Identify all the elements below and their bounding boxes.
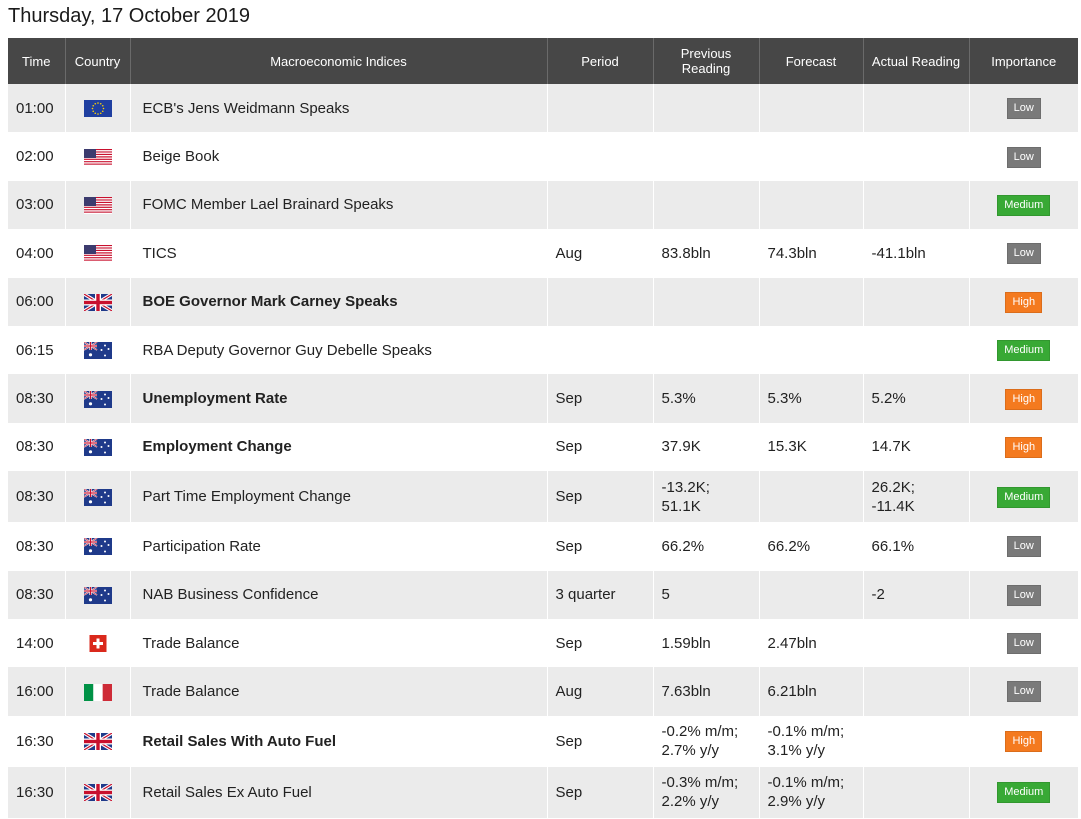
previous-cell (653, 522, 759, 570)
country-cell (65, 471, 130, 522)
forecast-cell (759, 84, 863, 132)
event-period: Sep (555, 488, 583, 506)
table-row[interactable] (8, 374, 1078, 422)
event-period: Sep (555, 537, 583, 555)
previous-value-line1: 7.63bln (661, 682, 711, 700)
us-flag-icon (84, 149, 112, 166)
event-time: 06:15 (16, 341, 54, 359)
period-cell (547, 374, 653, 422)
previous-cell (653, 423, 759, 471)
header-forecast[interactable]: Forecast (759, 38, 863, 84)
actual-cell (863, 423, 969, 471)
event-name: RBA Deputy Governor Guy Debelle Speaks (142, 341, 432, 359)
actual-value-line1: -41.1bln (871, 244, 926, 262)
previous-cell (653, 471, 759, 522)
importance-cell (969, 522, 1078, 570)
previous-value-line1: 37.9K (661, 438, 701, 456)
event-time: 01:00 (16, 99, 54, 117)
event-name: Trade Balance (142, 682, 240, 700)
forecast-cell (759, 767, 863, 818)
importance-badge: Low (1007, 585, 1041, 606)
time-cell (8, 132, 65, 180)
event-name: Retail Sales Ex Auto Fuel (142, 783, 312, 801)
event-time: 16:30 (16, 783, 54, 801)
country-cell (65, 571, 130, 619)
previous-cell (653, 571, 759, 619)
actual-value-line1: 26.2K; (871, 478, 915, 496)
us-flag-icon (84, 197, 112, 214)
event-period: Aug (555, 682, 583, 700)
forecast-value-line1: 74.3bln (767, 244, 817, 262)
country-cell (65, 522, 130, 570)
importance-badge: High (1005, 437, 1042, 458)
actual-value-line1: 66.1% (871, 537, 915, 555)
forecast-cell (759, 132, 863, 180)
importance-badge: Medium (997, 340, 1050, 361)
actual-cell (863, 326, 969, 374)
event-time: 08:30 (16, 390, 54, 408)
actual-cell (863, 374, 969, 422)
table-row[interactable] (8, 716, 1078, 767)
forecast-cell (759, 471, 863, 522)
table-row[interactable] (8, 181, 1078, 229)
table-row[interactable] (8, 423, 1078, 471)
header-event[interactable]: Macroeconomic Indices (130, 38, 547, 84)
event-cell (130, 716, 547, 767)
header-country[interactable]: Country (65, 38, 130, 84)
event-period: Sep (555, 783, 583, 801)
forecast-cell (759, 667, 863, 715)
event-time: 02:00 (16, 148, 54, 166)
economic-calendar-table (8, 38, 1078, 818)
previous-cell (653, 181, 759, 229)
table-row[interactable] (8, 667, 1078, 715)
event-name: Retail Sales With Auto Fuel (142, 732, 336, 750)
event-period: Sep (555, 390, 583, 408)
importance-cell (969, 571, 1078, 619)
eu-flag-icon (84, 100, 112, 117)
previous-value-line1: 5 (661, 586, 670, 604)
country-cell (65, 667, 130, 715)
period-cell (547, 522, 653, 570)
event-name: NAB Business Confidence (142, 586, 319, 604)
table-header-row (8, 38, 1078, 84)
event-name: ECB's Jens Weidmann Speaks (142, 99, 350, 117)
importance-badge: Low (1007, 633, 1041, 654)
time-cell (8, 423, 65, 471)
event-cell (130, 229, 547, 277)
previous-cell (653, 716, 759, 767)
event-cell (130, 619, 547, 667)
table-row[interactable] (8, 767, 1078, 818)
actual-value-line1: 14.7K (871, 438, 911, 456)
event-time: 08:30 (16, 438, 54, 456)
importance-cell (969, 471, 1078, 522)
importance-cell (969, 716, 1078, 767)
country-cell (65, 132, 130, 180)
time-cell (8, 278, 65, 326)
header-actual[interactable]: Actual Reading (863, 38, 969, 84)
actual-cell (863, 571, 969, 619)
country-cell (65, 716, 130, 767)
previous-value-line1: -0.3% m/m; (661, 774, 739, 792)
importance-badge: High (1005, 292, 1042, 313)
event-name: Participation Rate (142, 537, 261, 555)
us-flag-icon (84, 245, 112, 262)
table-row[interactable] (8, 84, 1078, 132)
forecast-value-line2: 3.1% y/y (767, 742, 826, 760)
forecast-value-line1: -0.1% m/m; (767, 723, 845, 741)
forecast-cell (759, 278, 863, 326)
importance-badge: Medium (997, 195, 1050, 216)
previous-cell (653, 374, 759, 422)
table-row[interactable] (8, 229, 1078, 277)
event-cell (130, 132, 547, 180)
previous-cell (653, 667, 759, 715)
importance-badge: Low (1007, 98, 1041, 119)
period-cell (547, 716, 653, 767)
forecast-cell (759, 181, 863, 229)
header-previous-line2: Reading (681, 61, 731, 76)
actual-cell (863, 132, 969, 180)
time-cell (8, 767, 65, 818)
au-flag-icon (84, 439, 112, 456)
event-name: Unemployment Rate (142, 390, 288, 408)
event-name: FOMC Member Lael Brainard Speaks (142, 196, 394, 214)
table-row[interactable] (8, 326, 1078, 374)
header-importance[interactable]: Importance (969, 38, 1078, 84)
period-cell (547, 767, 653, 818)
event-time: 08:30 (16, 537, 54, 555)
forecast-cell (759, 326, 863, 374)
importance-badge: Medium (997, 487, 1050, 508)
time-cell (8, 571, 65, 619)
period-cell (547, 571, 653, 619)
previous-value-line2: 2.2% y/y (661, 793, 720, 811)
event-cell (130, 84, 547, 132)
previous-cell (653, 326, 759, 374)
header-time[interactable]: Time (8, 38, 65, 84)
period-cell (547, 667, 653, 715)
event-period: 3 quarter (555, 586, 616, 604)
importance-badge: Medium (997, 782, 1050, 803)
au-flag-icon (84, 391, 112, 408)
time-cell (8, 374, 65, 422)
period-cell (547, 84, 653, 132)
period-cell (547, 278, 653, 326)
event-period: Sep (555, 732, 583, 750)
event-cell (130, 181, 547, 229)
importance-cell (969, 181, 1078, 229)
forecast-cell (759, 423, 863, 471)
event-time: 04:00 (16, 244, 54, 262)
forecast-cell (759, 229, 863, 277)
au-flag-icon (84, 587, 112, 604)
forecast-cell (759, 716, 863, 767)
previous-value-line1: -13.2K; (661, 478, 710, 496)
ch-flag-icon (84, 635, 112, 652)
previous-value-line1: 66.2% (661, 537, 705, 555)
country-cell (65, 767, 130, 818)
importance-badge: Low (1007, 536, 1041, 557)
importance-cell (969, 132, 1078, 180)
event-cell (130, 326, 547, 374)
previous-cell (653, 132, 759, 180)
importance-badge: Low (1007, 681, 1041, 702)
event-cell (130, 667, 547, 715)
forecast-value-line1: 2.47bln (767, 634, 817, 652)
actual-cell (863, 619, 969, 667)
importance-badge: Low (1007, 147, 1041, 168)
country-cell (65, 229, 130, 277)
time-cell (8, 84, 65, 132)
period-cell (547, 181, 653, 229)
previous-value-line1: 83.8bln (661, 244, 711, 262)
previous-cell (653, 619, 759, 667)
country-cell (65, 619, 130, 667)
header-previous-line1: Previous (680, 46, 732, 61)
au-flag-icon (84, 538, 112, 555)
event-time: 08:30 (16, 586, 54, 604)
event-cell (130, 571, 547, 619)
country-cell (65, 181, 130, 229)
importance-cell (969, 423, 1078, 471)
importance-badge: High (1005, 389, 1042, 410)
uk-flag-icon (84, 294, 112, 311)
actual-cell (863, 84, 969, 132)
period-cell (547, 229, 653, 277)
table-row[interactable] (8, 278, 1078, 326)
uk-flag-icon (84, 784, 112, 801)
event-cell (130, 522, 547, 570)
previous-cell (653, 278, 759, 326)
table-row[interactable] (8, 619, 1078, 667)
country-cell (65, 374, 130, 422)
event-name: TICS (142, 244, 177, 262)
previous-value-line1: 5.3% (661, 390, 696, 408)
event-cell (130, 767, 547, 818)
previous-value-line1: -0.2% m/m; (661, 723, 739, 741)
forecast-cell (759, 522, 863, 570)
importance-cell (969, 667, 1078, 715)
actual-cell (863, 471, 969, 522)
event-cell (130, 278, 547, 326)
event-time: 14:00 (16, 634, 54, 652)
previous-cell (653, 84, 759, 132)
time-cell (8, 326, 65, 374)
uk-flag-icon (84, 733, 112, 750)
time-cell (8, 522, 65, 570)
actual-value-line1: 5.2% (871, 390, 906, 408)
country-cell (65, 84, 130, 132)
event-name: BOE Governor Mark Carney Speaks (142, 293, 398, 311)
event-time: 06:00 (16, 293, 54, 311)
event-name: Employment Change (142, 438, 292, 456)
importance-cell (969, 326, 1078, 374)
previous-value-line2: 51.1K (661, 497, 701, 515)
table-row[interactable] (8, 471, 1078, 522)
previous-cell (653, 229, 759, 277)
forecast-value-line1: 66.2% (767, 537, 811, 555)
header-previous[interactable] (653, 38, 759, 84)
actual-cell (863, 667, 969, 715)
importance-badge: Low (1007, 243, 1041, 264)
actual-cell (863, 522, 969, 570)
table-row[interactable] (8, 571, 1078, 619)
country-cell (65, 326, 130, 374)
period-cell (547, 326, 653, 374)
importance-badge: High (1005, 731, 1042, 752)
period-cell (547, 423, 653, 471)
event-period: Sep (555, 634, 583, 652)
forecast-value-line1: 5.3% (767, 390, 802, 408)
forecast-value-line1: 6.21bln (767, 682, 817, 700)
actual-cell (863, 767, 969, 818)
importance-cell (969, 278, 1078, 326)
time-cell (8, 471, 65, 522)
event-cell (130, 374, 547, 422)
period-cell (547, 132, 653, 180)
country-cell (65, 278, 130, 326)
actual-cell (863, 278, 969, 326)
actual-cell (863, 229, 969, 277)
au-flag-icon (84, 342, 112, 359)
previous-value-line1: 1.59bln (661, 634, 711, 652)
forecast-cell (759, 374, 863, 422)
event-time: 16:00 (16, 682, 54, 700)
event-name: Trade Balance (142, 634, 240, 652)
previous-cell (653, 767, 759, 818)
actual-value-line2: -11.4K (871, 497, 915, 515)
event-name: Beige Book (142, 148, 220, 166)
forecast-value-line1: -0.1% m/m; (767, 774, 845, 792)
event-cell (130, 423, 547, 471)
table-row[interactable] (8, 522, 1078, 570)
event-period: Aug (555, 244, 583, 262)
time-cell (8, 667, 65, 715)
page-title: Thursday, 17 October 2019 (8, 5, 250, 27)
importance-cell (969, 374, 1078, 422)
au-flag-icon (84, 489, 112, 506)
event-time: 08:30 (16, 488, 54, 506)
forecast-value-line2: 2.9% y/y (767, 793, 826, 811)
forecast-value-line1: 15.3K (767, 438, 807, 456)
country-cell (65, 423, 130, 471)
importance-cell (969, 767, 1078, 818)
actual-value-line1: -2 (871, 586, 885, 604)
event-period: Sep (555, 438, 583, 456)
importance-cell (969, 619, 1078, 667)
header-period[interactable]: Period (547, 38, 653, 84)
period-cell (547, 471, 653, 522)
actual-cell (863, 181, 969, 229)
forecast-cell (759, 619, 863, 667)
event-time: 16:30 (16, 732, 54, 750)
it-flag-icon (84, 684, 112, 701)
actual-cell (863, 716, 969, 767)
time-cell (8, 181, 65, 229)
event-name: Part Time Employment Change (142, 488, 351, 506)
event-cell (130, 471, 547, 522)
time-cell (8, 619, 65, 667)
importance-cell (969, 229, 1078, 277)
period-cell (547, 619, 653, 667)
time-cell (8, 716, 65, 767)
previous-value-line2: 2.7% y/y (661, 742, 720, 760)
time-cell (8, 229, 65, 277)
forecast-cell (759, 571, 863, 619)
importance-cell (969, 84, 1078, 132)
table-row[interactable] (8, 132, 1078, 180)
event-time: 03:00 (16, 196, 54, 214)
